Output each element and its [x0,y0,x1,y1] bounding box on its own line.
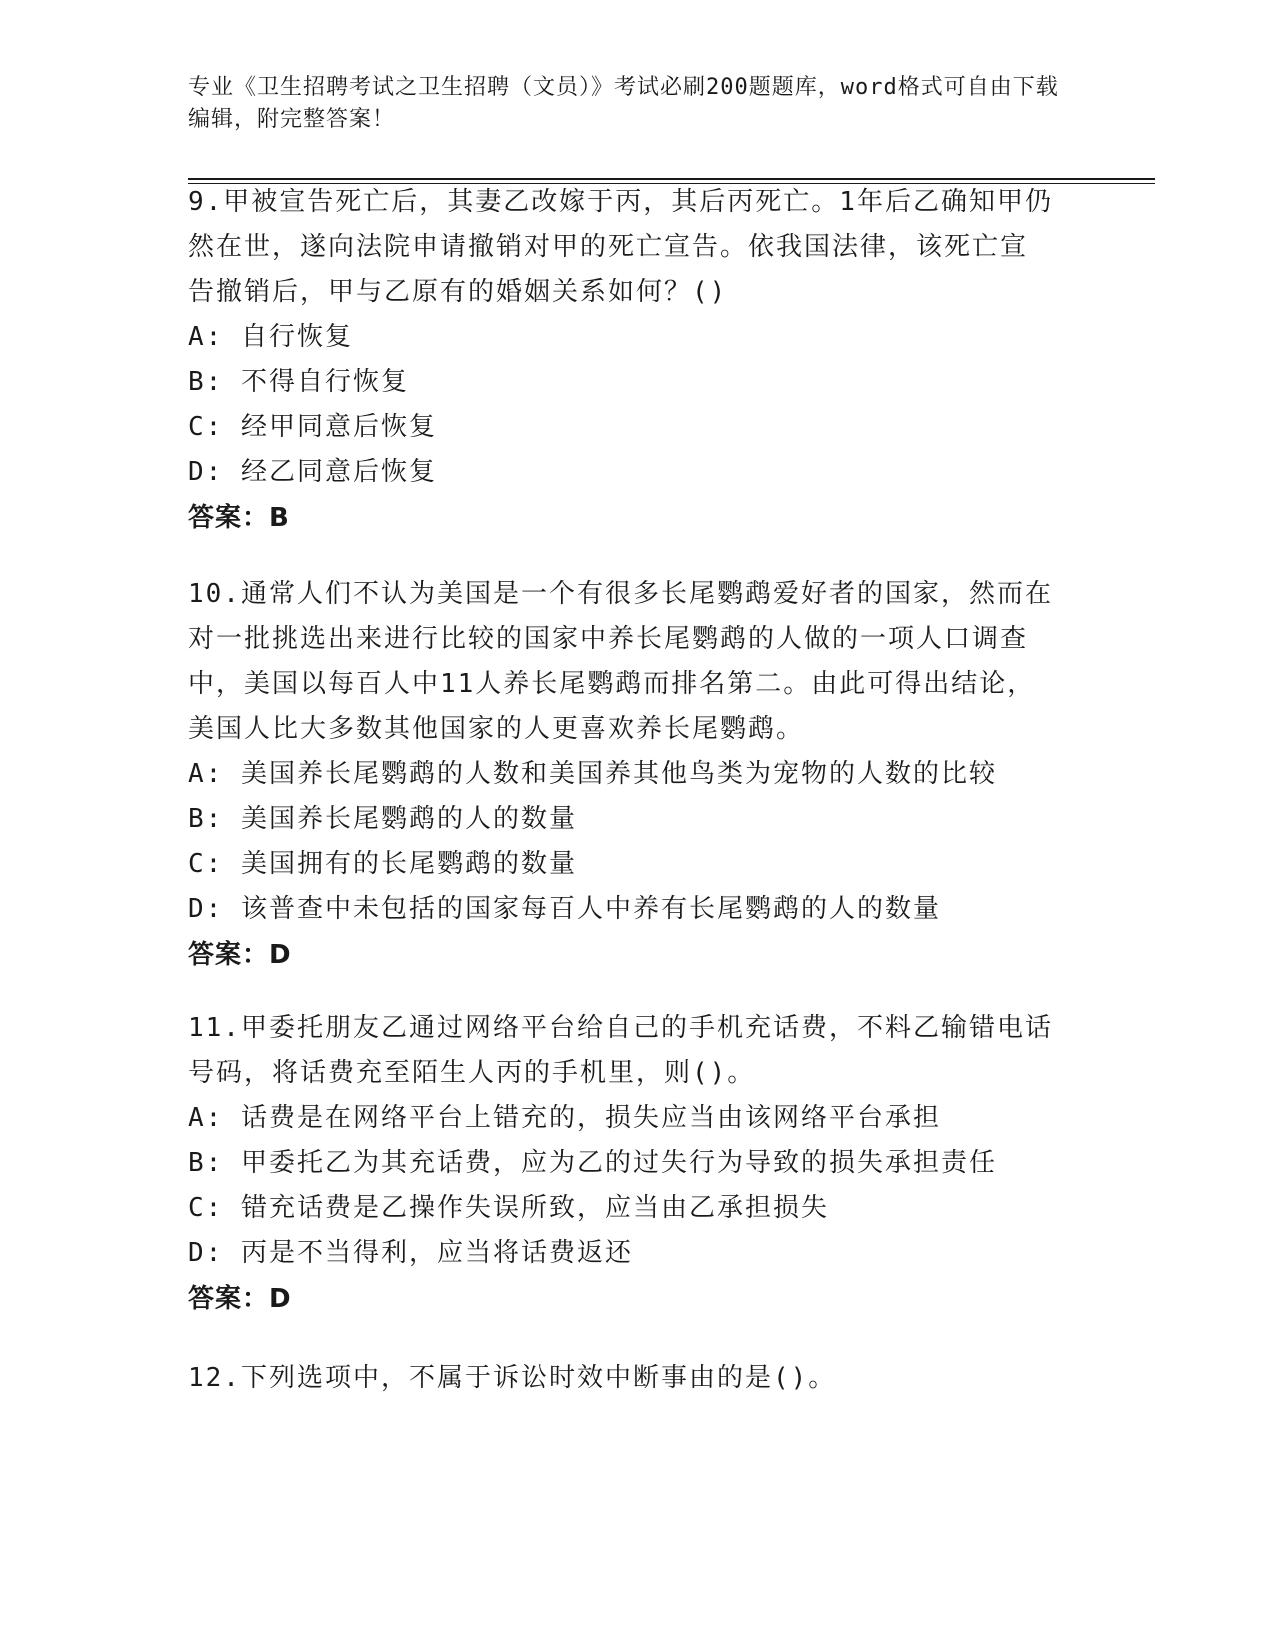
document-header: 专业《卫生招聘考试之卫生招聘（文员）》考试必刷200题题库，word格式可自由下载编辑，附完整答案！ [188,75,1059,132]
question-11 [188,1006,1088,1322]
question-stem-line: 告撤销后，甲与乙原有的婚姻关系如何？() [188,277,728,307]
option-d: D: 该普查中未包括的国家每百人中养有长尾鹦鹉的人的数量 [188,894,941,924]
answer: 答案：D [188,940,292,970]
option-d: D: 经乙同意后恢复 [188,457,437,487]
answer: 答案：B [188,503,290,533]
question-12 [188,1356,1088,1401]
answer: 答案：D [188,1284,292,1314]
option-c: C: 错充话费是乙操作失误所致，应当由乙承担损失 [188,1193,829,1223]
question-10 [188,572,1088,978]
question-stem-line: 11.甲委托朋友乙通过网络平台给自己的手机充话费，不料乙输错电话 [188,1013,1053,1043]
option-b: B: 不得自行恢复 [188,367,409,397]
option-c: C: 经甲同意后恢复 [188,412,437,442]
question-stem-line: 12.下列选项中，不属于诉讼时效中断事由的是()。 [188,1363,837,1393]
question-stem-line: 中，美国以每百人中11人养长尾鹦鹉而排名第二。由此可得出结论， [188,669,1036,699]
question-stem-line: 对一批挑选出来进行比较的国家中养长尾鹦鹉的人做的一项人口调查 [188,624,1029,654]
question-stem-line: 然在世，遂向法院申请撤销对甲的死亡宣告。依我国法律，该死亡宣 [188,232,1029,262]
question-stem-line: 10.通常人们不认为美国是一个有很多长尾鹦鹉爱好者的国家，然而在 [188,579,1053,609]
question-stem-line: 9.甲被宣告死亡后，其妻乙改嫁于丙，其后丙死亡。1年后乙确知甲仍 [188,187,1053,217]
question-stem-line: 号码，将话费充至陌生人丙的手机里，则()。 [188,1058,756,1088]
option-b: B: 美国养长尾鹦鹉的人的数量 [188,804,577,834]
option-a: A: 美国养长尾鹦鹉的人数和美国养其他鸟类为宠物的人数的比较 [188,759,997,789]
option-d: D: 丙是不当得利，应当将话费返还 [188,1238,633,1268]
option-a: A: 自行恢复 [188,322,353,352]
option-a: A: 话费是在网络平台上错充的，损失应当由该网络平台承担 [188,1103,941,1133]
question-stem-line: 美国人比大多数其他国家的人更喜欢养长尾鹦鹉。 [188,714,805,744]
question-9 [188,180,1088,541]
option-c: C: 美国拥有的长尾鹦鹉的数量 [188,849,577,879]
option-b: B: 甲委托乙为其充话费，应为乙的过失行为导致的损失承担责任 [188,1148,997,1178]
